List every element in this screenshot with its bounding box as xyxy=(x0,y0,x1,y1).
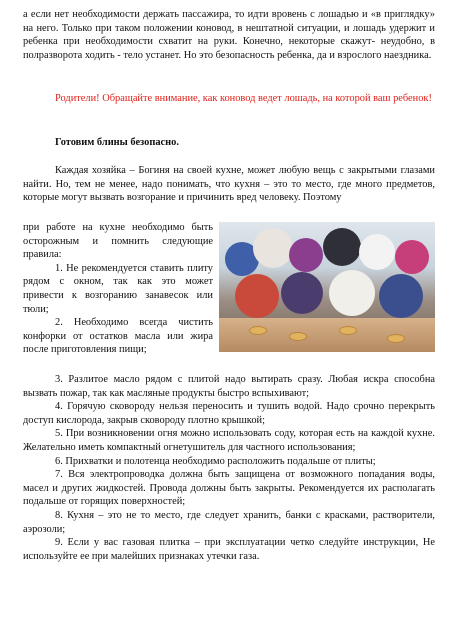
rule-1: 1. Не рекомендуется ставить плиту рядом с окном, так как это может привести к возгоранию занавесок или тюли; xyxy=(23,262,213,315)
photo-person-4 xyxy=(323,228,361,266)
photo-person-3 xyxy=(289,238,323,272)
intro-paragraph: а если нет необходимости держать пассажира, то идти вровень с лошадью и «в приглядку» на него. Только при таком положении коновод, в нештатной ситуации, и лошадь удержит и ребенка при необходимости схватит на руки. Конечно, некоторые скажут- неудобно, в полразворота ходить - тело устанет. Но это безопасность ребенка, да и взрослого наездника. xyxy=(23,9,435,61)
photo-person-10 xyxy=(379,274,423,318)
photo-pancake-3 xyxy=(339,326,357,335)
photo-person-8 xyxy=(281,272,323,314)
rule-9: 9. Если у вас газовая плитка – при эксплуатации четко следуйте инструкции, Не используйте ее при малейших признаках утечки газа. xyxy=(23,537,435,562)
rule-5: 5. При возникновении огня можно использовать соду, которая есть на каждой кухне. Желательно иметь компактный огнетушитель для частного использования; xyxy=(23,428,435,453)
rule-7: 7. Вся электропроводка должна быть защищена от возможного попадания воды, масел и других жидкостей. Провода должны быть закрыты. Рекомендуется их располагать подальше от горящих поверхностей; xyxy=(23,469,435,508)
rules-block xyxy=(23,373,435,563)
warning-block xyxy=(23,92,435,106)
main-block-top xyxy=(23,164,435,205)
rule-3: 3. Разлитое масло рядом с плитой надо вытирать сразу. Любая искра способна вызвать пожар, так как масляные продукты быстро вспыхивают; xyxy=(23,374,435,399)
rule-8: 8. Кухня – это не то место, где следует хранить, банки с красками, растворители, аэрозоли; xyxy=(23,509,435,535)
heading-block xyxy=(23,136,435,150)
rule-6: 6. Прихватки и полотенца необходимо расположить подальше от плиты; xyxy=(55,455,376,467)
photo-person-5 xyxy=(359,234,395,270)
photo-person-9 xyxy=(329,270,375,316)
maslenitsa-photo xyxy=(219,222,435,352)
photo-pancake-2 xyxy=(289,332,307,341)
photo-pancake-4 xyxy=(387,334,405,343)
intro-block xyxy=(23,8,435,62)
parents-warning: Родители! Обращайте внимание, как коновод ведет лошадь, на которой ваш ребенок! xyxy=(55,93,432,104)
photo-person-2 xyxy=(253,228,293,268)
photo-person-6 xyxy=(395,240,429,274)
rule-4: 4. Горячую сковороду нельзя переносить и тушить водой. Надо срочно перекрыть доступ кислорода, закрыв сковороду плотно крышкой; xyxy=(23,401,435,426)
photo-person-7 xyxy=(235,274,279,318)
main-paragraph-1: Каждая хозяйка – Богиня на своей кухне, может любую вещь с закрытыми глазами найти. Но, тем не менее, надо понимать, что кухня – это то место, где много предметов, которые могут вызвать возгорание и причинить вред человеку. Поэтому xyxy=(23,165,435,204)
photo-pancake-1 xyxy=(249,326,267,335)
rule-2: 2. Необходимо всегда чистить конфорки от остатков масла или жира после приготовления пищи; xyxy=(23,317,213,356)
wrapped-block xyxy=(23,221,213,357)
section-heading: Готовим блины безопасно. xyxy=(55,137,179,148)
main-paragraph-2: при работе на кухне необходимо быть осторожным и помнить следующие правила: xyxy=(23,222,213,261)
